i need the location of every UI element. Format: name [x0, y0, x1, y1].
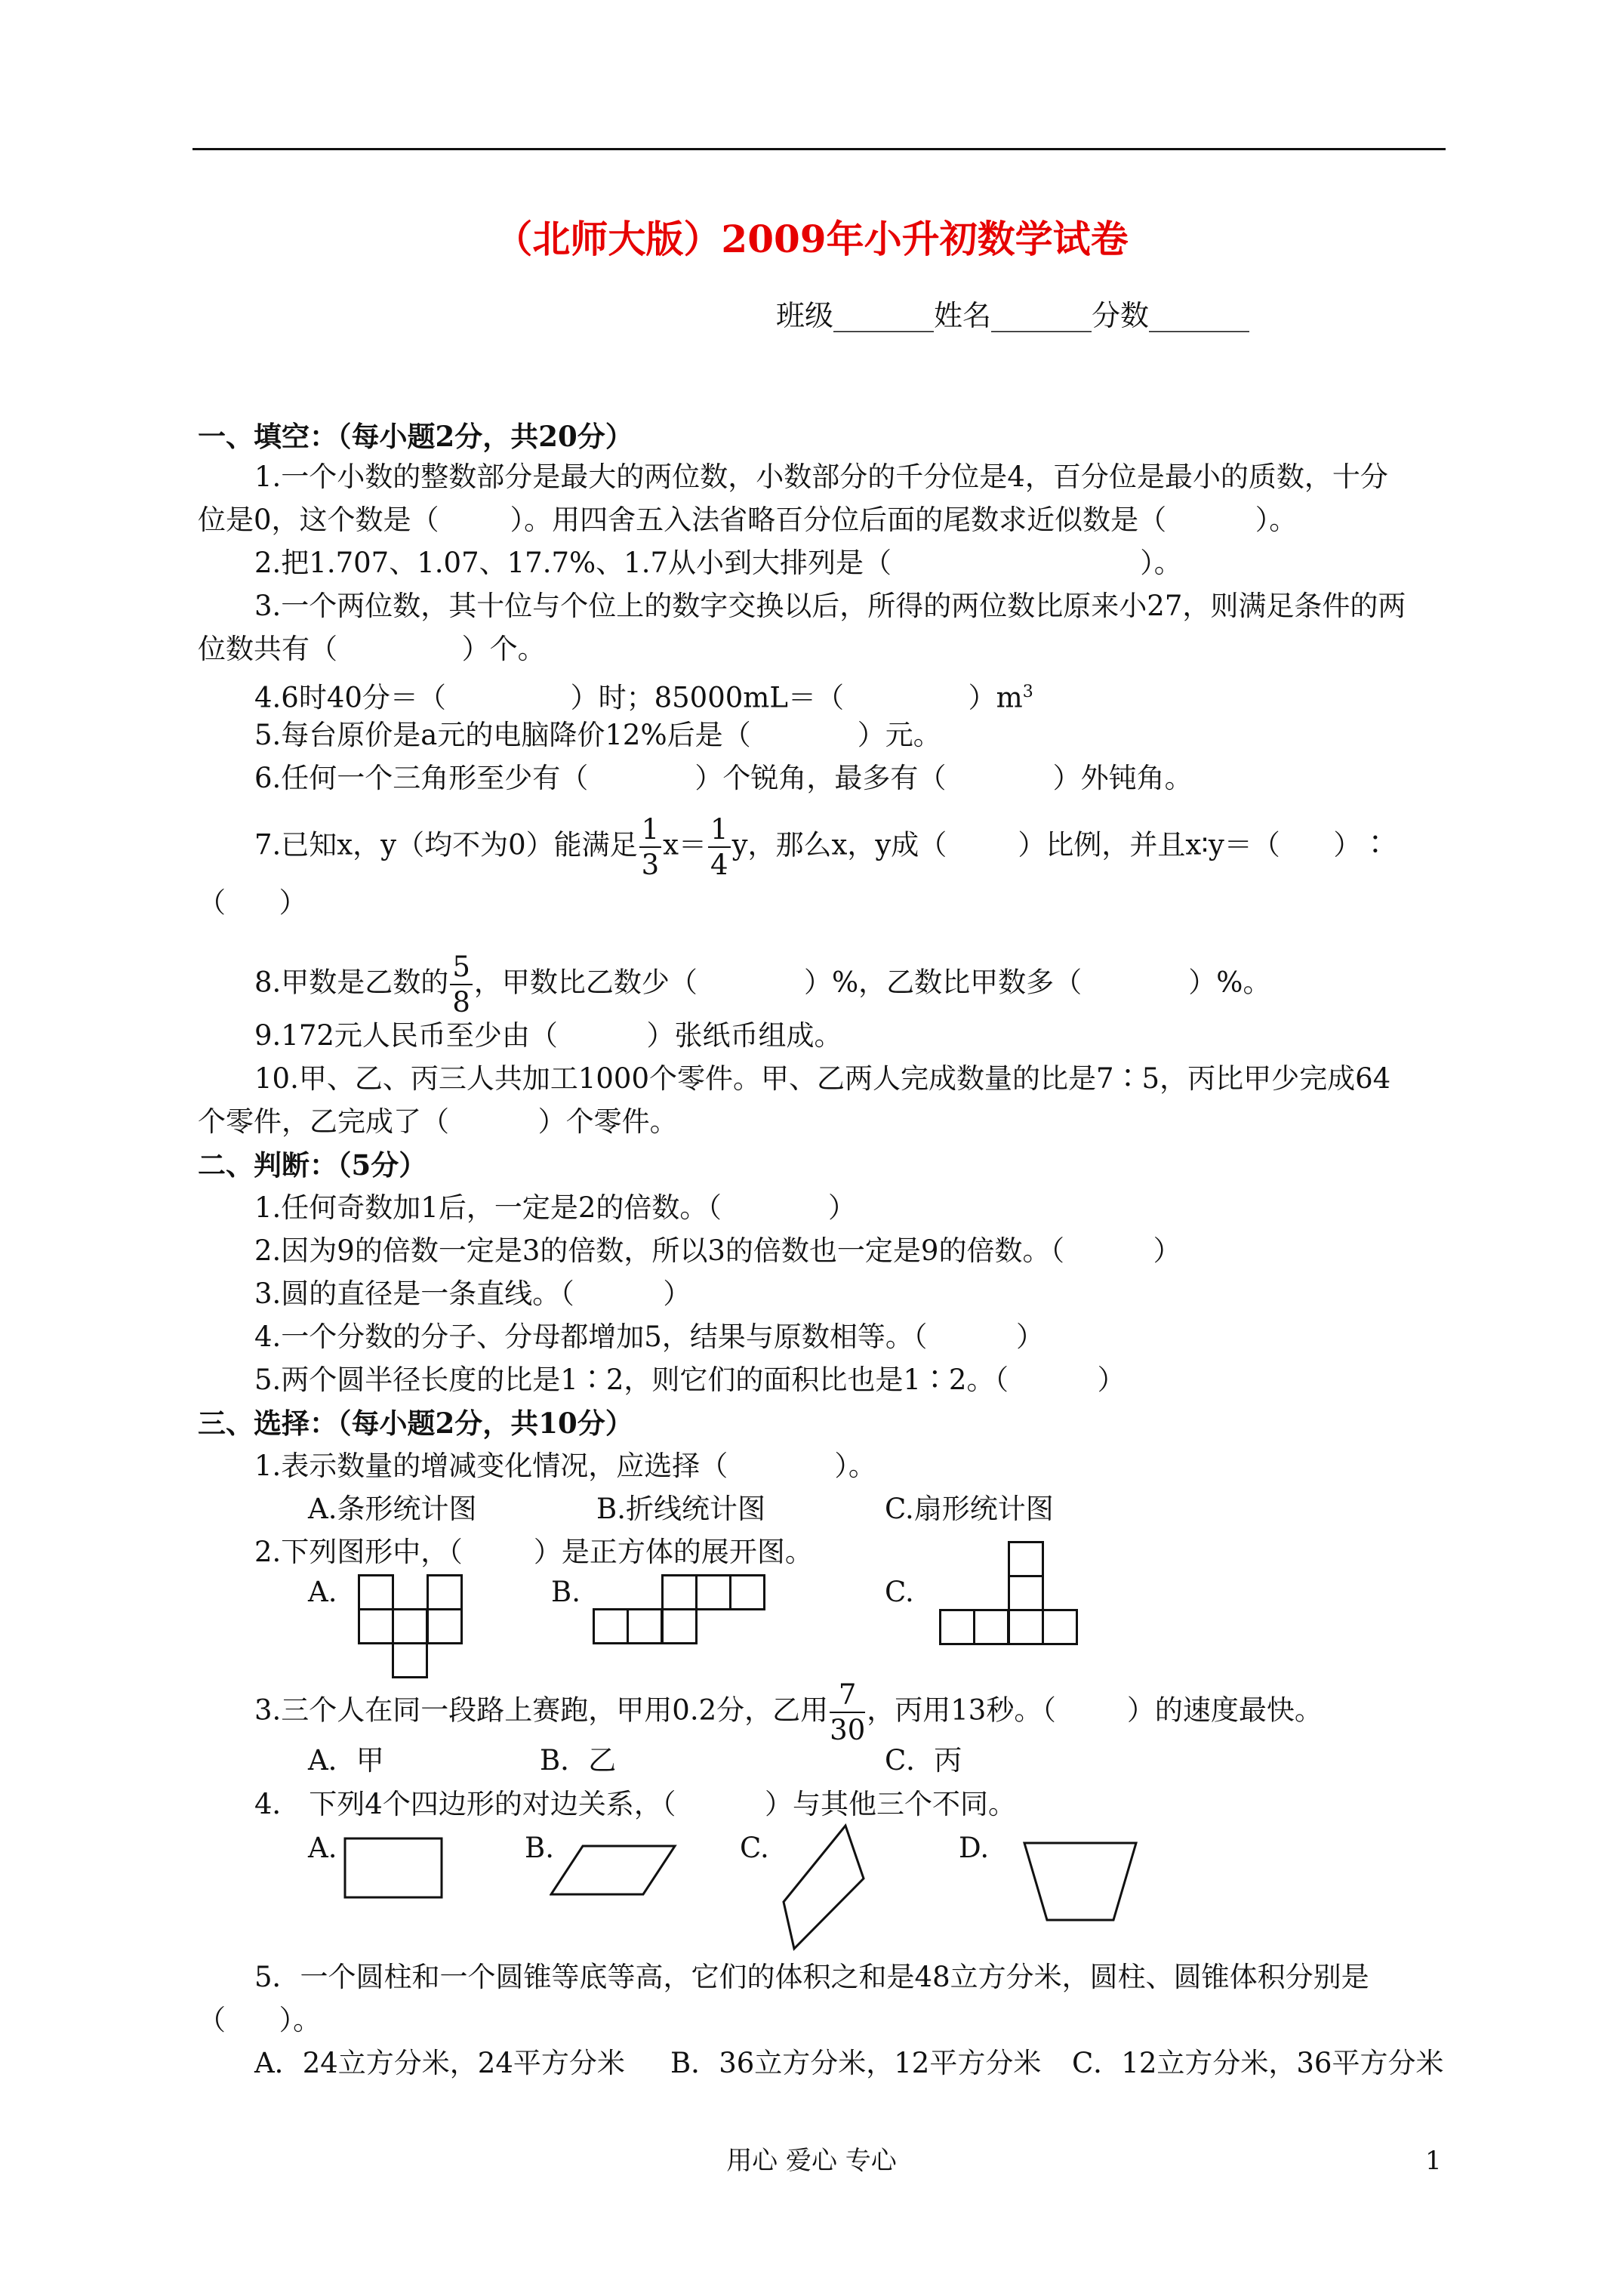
superscript-3: 3 [1022, 683, 1033, 701]
s1-q7-post: y，那么x，y成（ ）比例，并且x∶y＝（ ）∶ [731, 828, 1390, 861]
s1-q8-pre: 8.甲数是乙数的 [254, 966, 449, 999]
page-number: 1 [1425, 2146, 1442, 2176]
s1-q9: 9.172元人民币至少由（ ）张纸币组成。 [254, 1019, 842, 1052]
cube-net-c-figure [939, 1541, 1079, 1647]
s1-q10-line1: 10.甲、乙、丙三人共加工1000个零件。甲、乙两人完成数量的比是7∶5，丙比甲少完成64 [254, 1062, 1391, 1095]
s1-q4-text: 4.6时40分＝（ ）时；85000mL＝（ ）m [254, 681, 1023, 714]
fraction-numerator: 7 [830, 1681, 865, 1713]
fraction-one-fourth [708, 815, 731, 879]
s3-q3-option-c: C．丙 [885, 1744, 962, 1777]
s1-q1-line2: 位是0，这个数是（ ）。用四舍五入法省略百分位后面的尾数求近似数是（ ）。 [198, 504, 1298, 536]
fraction-numerator: 5 [450, 953, 473, 985]
s3-q5-line2: （ ）。 [198, 2004, 322, 2036]
s3-q4-option-a: A. [308, 1832, 337, 1864]
s3-q5-option-c: C．12立方分米，36平方分米 [1072, 2047, 1444, 2079]
fraction-numerator: 1 [708, 815, 731, 848]
s3-q3 [254, 1678, 1323, 1746]
exam-title: （北师大版）2009年小升初数学试卷 [494, 217, 1129, 261]
s1-q6: 6.任何一个三角形至少有（ ）个锐角，最多有（ ）外钝角。 [254, 762, 1193, 794]
parallelogram-figure [550, 1845, 678, 1897]
fraction-numerator: 1 [639, 815, 662, 848]
s3-q2-option-b: B. [551, 1576, 581, 1608]
s3-q5-option-a: A．24立方分米，24平方分米 [254, 2047, 625, 2079]
s3-q3-option-b: B．乙 [540, 1744, 617, 1777]
section-3-heading: 三、选择：（每小题2分，共10分） [198, 1407, 633, 1440]
s3-q1: 1.表示数量的增减变化情况，应选择（ ）。 [254, 1450, 876, 1482]
s3-q5-option-b: B．36立方分米，12平方分米 [670, 2047, 1042, 2079]
section-2-heading: 二、判断：（5分） [198, 1148, 427, 1182]
rectangle-figure [343, 1837, 445, 1900]
s3-q4-option-d: D. [959, 1832, 990, 1864]
s2-q3: 3.圆的直径是一条直线。（ ） [254, 1277, 691, 1310]
fraction-denominator: 3 [641, 849, 660, 881]
s3-q4-option-c: C. [740, 1832, 769, 1864]
fraction-denominator: 8 [452, 986, 470, 1019]
s1-q5: 5.每台原价是a元的电脑降价12%后是（ ）元。 [254, 719, 941, 751]
fraction-denominator: 30 [830, 1714, 866, 1746]
s2-q2: 2.因为9的倍数一定是3的倍数，所以3的倍数也一定是9的倍数。（ ） [254, 1234, 1181, 1267]
cube-net-b-figure [593, 1574, 766, 1646]
s1-q8 [254, 951, 1271, 1019]
cube-net-a-figure [358, 1574, 463, 1680]
s3-q3-pre: 3.三个人在同一段路上赛跑，甲用0.2分，乙用 [254, 1693, 829, 1727]
s3-q1-option-b: B.折线统计图 [596, 1493, 765, 1525]
s2-q4: 4.一个分数的分子、分母都增加5，结果与原数相等。（ ） [254, 1321, 1044, 1353]
fraction-one-third [639, 815, 662, 879]
s3-q4-option-b: B. [525, 1832, 554, 1864]
s3-q2: 2.下列图形中，（ ）是正方体的展开图。 [254, 1536, 813, 1568]
trapezoid-figure [1023, 1841, 1138, 1922]
s2-q1: 1.任何奇数加1后，一定是2的倍数。（ ） [254, 1191, 857, 1224]
section-1-heading: 一、填空：（每小题2分，共20分） [198, 420, 633, 453]
s1-q4 [254, 673, 1033, 717]
s1-q7-line1 [254, 815, 1389, 879]
s3-q2-option-a: A. [308, 1576, 337, 1608]
s1-q7-pre: 7.已知x，y（均不为0）能满足 [254, 828, 638, 861]
s3-q4: 4． 下列4个四边形的对边关系，（ ）与其他三个不同。 [254, 1788, 1016, 1820]
page-footer: 用心 爱心 专心 [726, 2146, 897, 2176]
s3-q1-option-a: A.条形统计图 [308, 1493, 477, 1525]
s3-q1-option-c: C.扇形统计图 [885, 1493, 1054, 1525]
s3-q2-option-c: C. [885, 1576, 914, 1608]
s1-q1-line1: 1.一个小数的整数部分是最大的两位数，小数部分的千分位是4，百分位是最小的质数，十分 [254, 461, 1388, 493]
s3-q3-option-a: A．甲 [308, 1744, 384, 1777]
s2-q5: 5.两个圆半径长度的比是1∶2，则它们的面积比也是1∶2。（ ） [254, 1364, 1126, 1396]
fraction-seven-thirtieths [830, 1678, 866, 1746]
s1-q3-line2: 位数共有（ ）个。 [198, 633, 546, 665]
s1-q2: 2.把1.707、1.07、17.7%、1.7从小到大排列是（ ）。 [254, 547, 1182, 579]
s3-q3-post: ，丙用13秒。（ ）的速度最快。 [867, 1693, 1323, 1727]
s1-q7-mid: x＝ [663, 828, 707, 861]
s1-q7-line2: （ ） [198, 886, 307, 919]
s1-q10-line2: 个零件，乙完成了（ ）个零件。 [198, 1105, 678, 1138]
s1-q8-post: ，甲数比乙数少（ ）%，乙数比甲数多（ ）%。 [473, 966, 1271, 999]
fraction-five-eighths [450, 951, 473, 1019]
student-info-line: 班级_______姓名_______分数_______ [776, 299, 1250, 332]
fraction-denominator: 4 [710, 849, 728, 881]
header-rule [192, 148, 1446, 150]
rhombus-figure [778, 1823, 865, 1952]
s1-q3-line1: 3.一个两位数，其十位与个位上的数字交换以后，所得的两位数比原来小27，则满足条件的两 [254, 590, 1406, 622]
s3-q5-line1: 5．一个圆柱和一个圆锥等底等高，它们的体积之和是48立方分米，圆柱、圆锥体积分别是 [254, 1961, 1369, 1993]
